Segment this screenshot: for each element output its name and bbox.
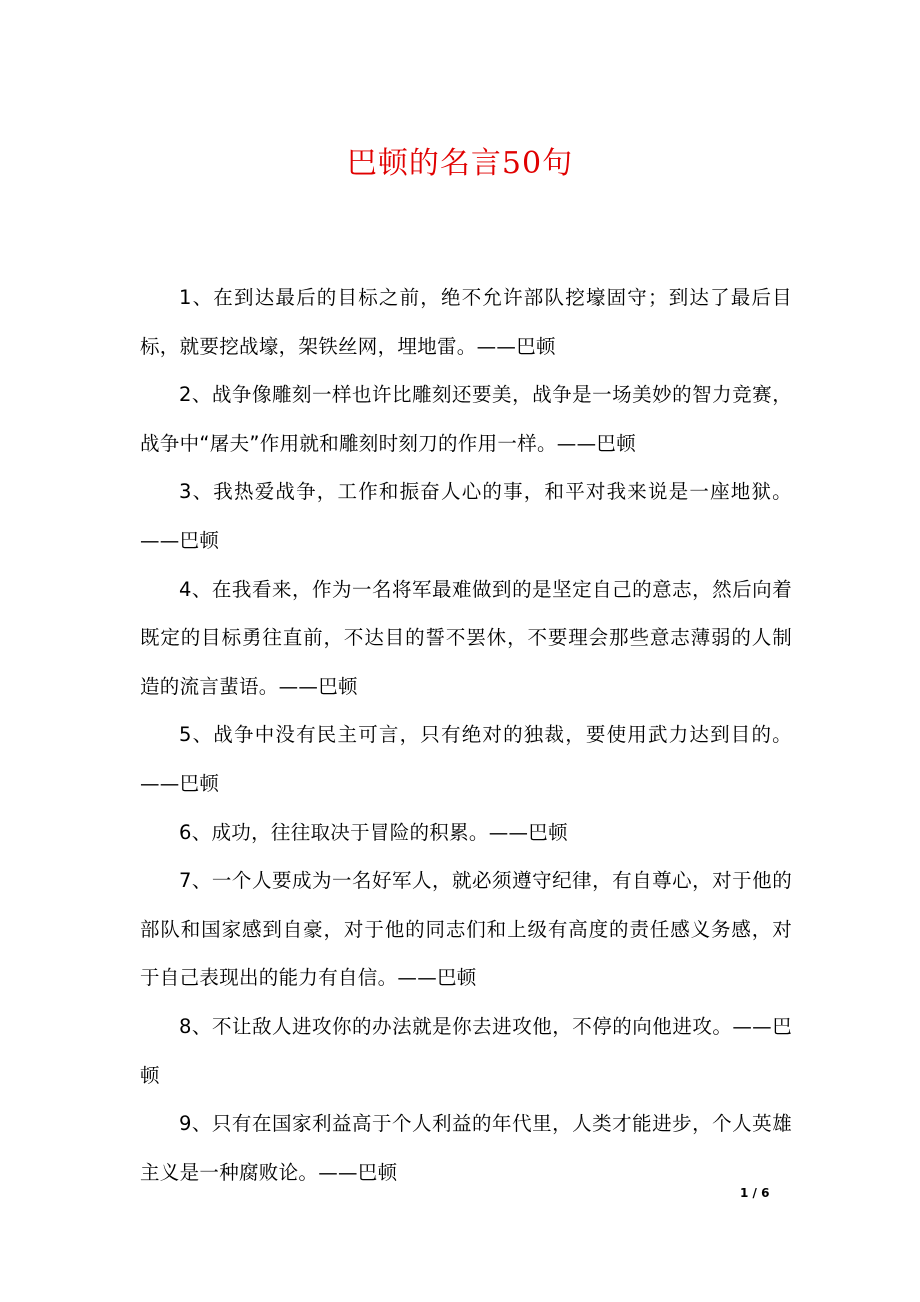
quote-paragraph-1: 1、在到达最后的目标之前，绝不允许部队挖壕固守；到达了最后目标，就要挖战壕，架铁丝网，埋地雷。——巴顿 [140, 286, 792, 358]
quote-paragraph-4: 4、在我看来，作为一名将军最难做到的是坚定自己的意志，然后向着既定的目标勇往直前，不达目的誓不罢休，不要理会那些意志薄弱的人制造的流言蜚语。——巴顿 [140, 577, 792, 698]
quote-paragraph-6: 6、成功，往往取决于冒险的积累。——巴顿 [179, 820, 568, 844]
quote-paragraph-5: 5、战争中没有民主可言，只有绝对的独裁，要使用武力达到目的。——巴顿 [140, 723, 792, 795]
quote-paragraph-2: 2、战争像雕刻一样也许比雕刻还要美，战争是一场美妙的智力竞赛，战争中“屠夫”作用就和雕刻时刻刀的作用一样。——巴顿 [140, 383, 792, 455]
quote-list [140, 274, 792, 1197]
document-title: 巴顿的名言50句 [346, 146, 574, 181]
page-number: 1 / 6 [740, 1186, 770, 1200]
quote-paragraph-9: 9、只有在国家利益高于个人利益的年代里，人类才能进步，个人英雄主义是一种腐败论。——巴顿 [140, 1112, 792, 1184]
quote-paragraph-8: 8、不让敌人进攻你的办法就是你去进攻他，不停的向他进攻。——巴顿 [140, 1014, 792, 1087]
quote-paragraph-7: 7、一个人要成为一名好军人，就必须遵守纪律，有自尊心，对于他的部队和国家感到自豪，对于他的同志们和上级有高度的责任感义务感，对于自己表现出的能力有自信。——巴顿 [140, 869, 792, 990]
quote-paragraph-3: 3、我热爱战争，工作和振奋人心的事，和平对我来说是一座地狱。——巴顿 [140, 480, 792, 552]
